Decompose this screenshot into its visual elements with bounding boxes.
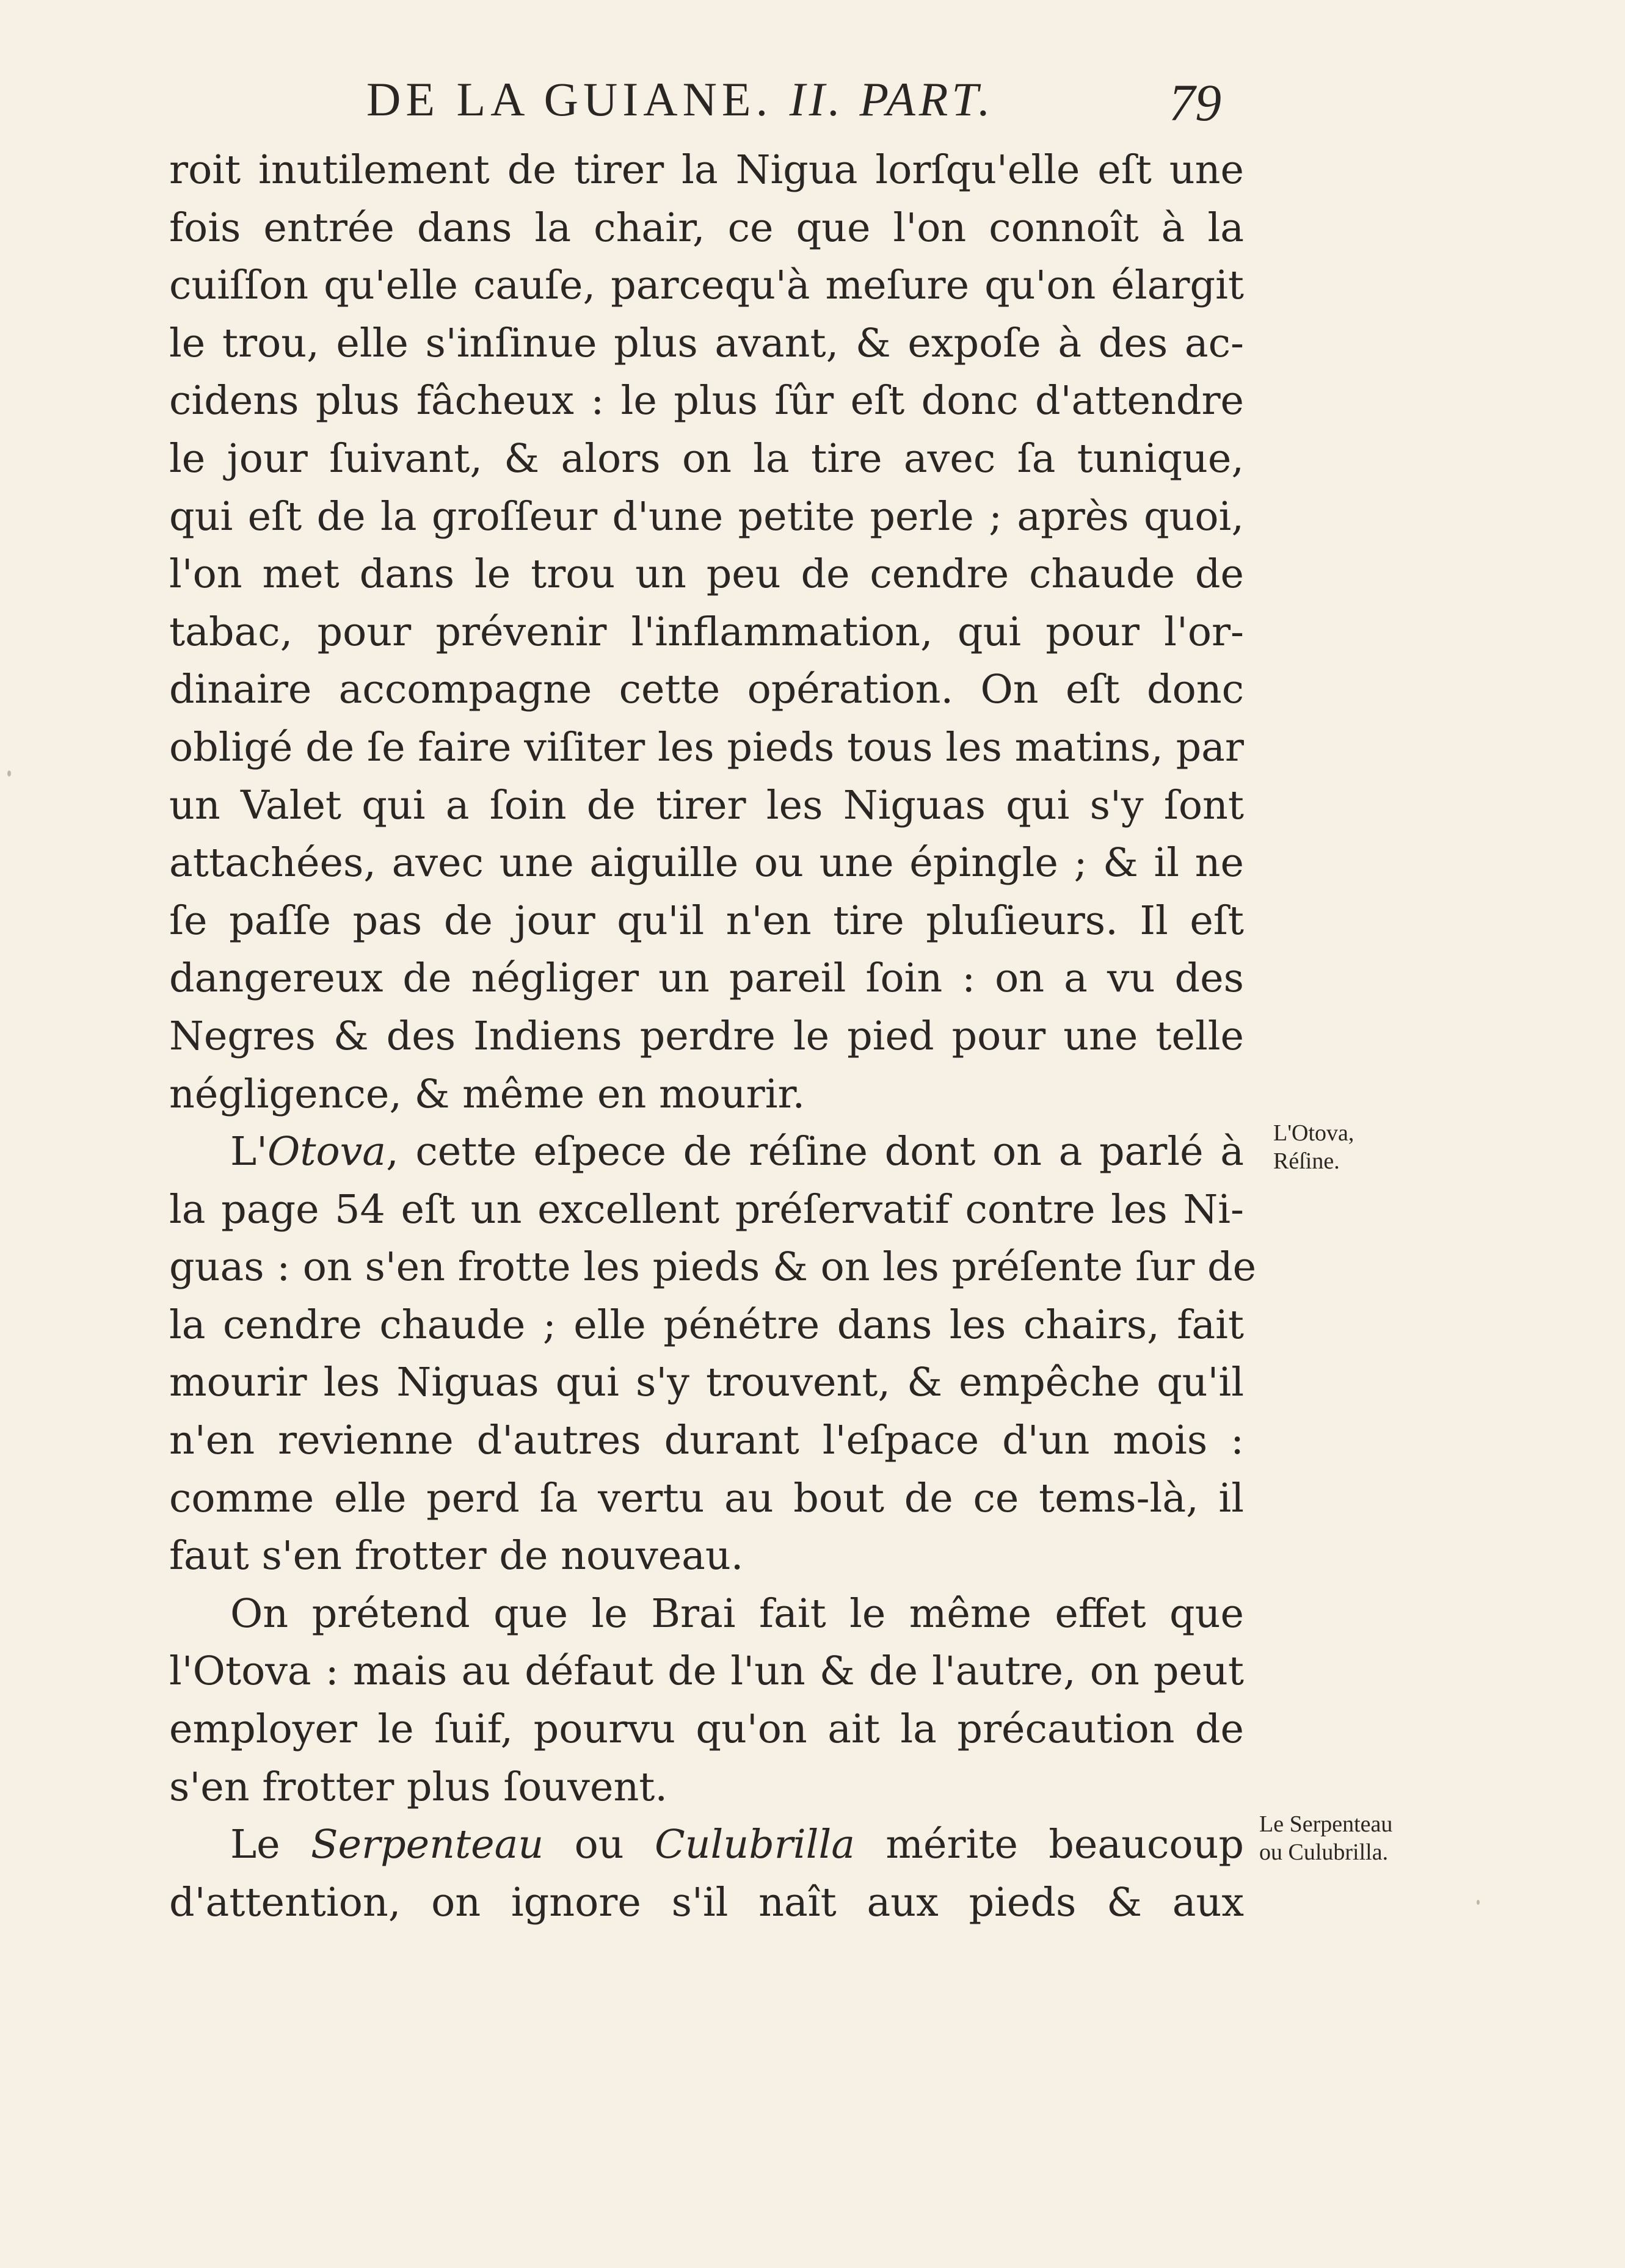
text-line: attachées, avec une aiguille ou une épingle ; & il ne xyxy=(169,840,1244,886)
text-line-rest: mérite beaucoup xyxy=(855,1822,1244,1868)
text-line: un Valet qui a ſoin de tirer les Niguas qui s'y ſont xyxy=(169,782,1244,828)
paper-speck xyxy=(7,770,11,777)
paper-speck xyxy=(1477,1900,1480,1905)
text-line: employer le ſuif, pourvu qu'on ait la précaution de xyxy=(169,1706,1244,1753)
text-line: dinaire accompagne cette opération. On eſt donc xyxy=(169,667,1244,713)
text-line: fois entrée dans la chair, ce que l'on connoît à la xyxy=(169,205,1244,251)
text-line: faut s'en frotter de nouveau. xyxy=(169,1533,744,1579)
text-line: s'en frotter plus ſouvent. xyxy=(169,1764,668,1810)
text-line-paragraph-start xyxy=(169,1816,1244,1874)
text-line: l'on met dans le trou un peu de cendre chaude de xyxy=(169,551,1244,598)
text-line: n'en revienne d'autres durant l'eſpace d'un mois : xyxy=(169,1418,1244,1464)
text-line: l'Otova : mais au défaut de l'un & de l'autre, on peut xyxy=(169,1648,1244,1695)
running-title xyxy=(366,72,994,127)
text-line: la page 54 eſt un excellent préſervatif contre les Ni- xyxy=(169,1186,1244,1233)
paragraph-lead: L' xyxy=(230,1129,268,1175)
italic-term-serpenteau: Serpenteau xyxy=(311,1822,544,1868)
italic-term-otova: Otova xyxy=(267,1129,387,1175)
margin-note-line: Le Serpenteau xyxy=(1259,1811,1393,1837)
running-header xyxy=(366,72,1246,133)
text-line: dangereux de négliger un pareil ſoin : on a vu des xyxy=(169,955,1244,1002)
text-line: tabac, pour prévenir l'inflammation, qui pour l'or- xyxy=(169,609,1244,655)
text-line: négligence, & même en mourir. xyxy=(169,1071,805,1117)
italic-term-culubrilla: Culubrilla xyxy=(654,1822,855,1868)
paragraph-lead: Le xyxy=(230,1822,311,1868)
text-line-paragraph-start xyxy=(169,1123,1244,1181)
text-line: qui eſt de la groſſeur d'une petite perle ; après quoi, xyxy=(169,493,1244,540)
text-line: la cendre chaude ; elle pénétre dans les chairs, fait xyxy=(169,1302,1244,1348)
text-line: mourir les Niguas qui s'y trouvent, & empêche qu'il xyxy=(169,1360,1244,1406)
text-line: le trou, elle s'inſinue plus avant, & expoſe à des ac- xyxy=(169,320,1244,366)
text-line: roit inutilement de tirer la Nigua lorſqu'elle eſt une xyxy=(169,147,1244,193)
text-line: ſe paſſe pas de jour qu'il n'en tire pluſieurs. Il eſt xyxy=(169,897,1244,944)
margin-note-otova xyxy=(1273,1119,1354,1175)
text-line: guas : on s'en frotte les pieds & on les préſente ſur de xyxy=(169,1244,1257,1291)
text-line: d'attention, on ignore s'il naît aux pieds & aux xyxy=(169,1879,1244,1926)
text-line: comme elle perd ſa vertu au bout de ce tems-là, il xyxy=(169,1475,1244,1521)
text-line: cuiſſon qu'elle cauſe, parcequ'à meſure qu'on élargit xyxy=(169,263,1244,309)
margin-note-line: L'Otova, xyxy=(1273,1120,1354,1146)
page-number: 79 xyxy=(1169,73,1221,132)
margin-note-line: ou Culubrilla. xyxy=(1259,1839,1389,1865)
running-title-text: DE LA GUIANE. xyxy=(366,73,773,126)
part-label: II. PART. xyxy=(789,73,994,126)
text-line: cidens plus fâcheux : le plus ſûr eſt donc d'attendre xyxy=(169,378,1244,424)
main-text xyxy=(169,142,1257,1932)
text-line-paragraph-start: On prétend que le Brai fait le même effet que xyxy=(230,1590,1244,1637)
text-line: le jour ſuivant, & alors on la tire avec ſa tunique, xyxy=(169,435,1244,482)
paragraph-mid: ou xyxy=(543,1822,655,1868)
text-line: Negres & des Indiens perdre le pied pour une telle xyxy=(169,1013,1244,1059)
margin-note-line: Réſine. xyxy=(1273,1148,1340,1174)
text-line: obligé de ſe faire viſiter les pieds tous les matins, par xyxy=(169,724,1244,770)
margin-note-serpenteau xyxy=(1259,1810,1392,1866)
text-line-rest: , cette eſpece de réſine dont on a parlé à xyxy=(386,1129,1244,1175)
